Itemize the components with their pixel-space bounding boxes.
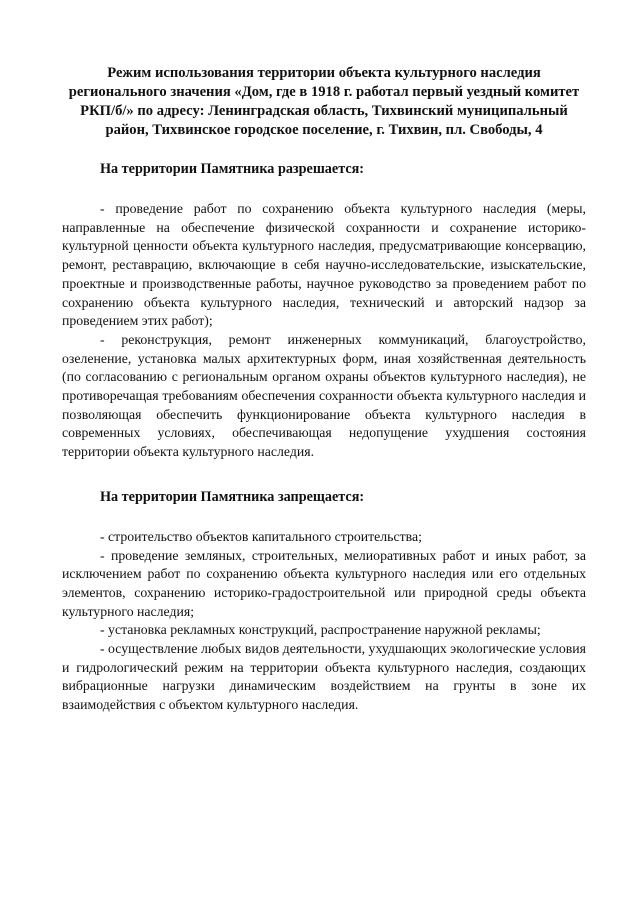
prohibited-item-harmful-activities: - осуществление любых видов деятельности, ухудшающих экологические условия и гидрологический режим на территории объекта культурного наследия, создающих вибрационные нагрузки динамическим воздействием на грунты в зоне их взаимодействия с объектом культурного наследия.	[62, 641, 586, 713]
section-spacer	[62, 462, 586, 488]
prohibited-section-heading: На территории Памятника запрещается:	[100, 488, 365, 505]
document-page	[62, 64, 586, 715]
document-title: Режим использования территории объекта культурного наследия регионального значения «Дом, где в 1918 г. работал первый уездный комитет РКП/б/» по адресу: Ленинградская область, Тихвинский муниципальный район, Тихвинское городское поселение, г. Тихвин, пл. Свободы, 4	[68, 65, 580, 138]
prohibited-item-capital-construction: - строительство объектов капитального строительства;	[100, 528, 422, 544]
prohibited-item-earth-works: - проведение земляных, строительных, мелиоративных работ и иных работ, за исключением работ по сохранению объекта культурного наследия или его отдельных элементов, сохранению историко-градостроительной или природной среды объекта культурного наследия;	[62, 547, 586, 619]
allowed-item-reconstruction: - реконструкция, ремонт инженерных коммуникаций, благоустройство, озеленение, установка малых архитектурных форм, иная хозяйственная деятельность (по согласованию с региональным органом охраны объектов культурного наследия), не противоречащая требованиям обеспечения сохранности объекта культурного наследия и позволяющая обеспечить функционирование объекта культурного наследия в современных условиях, обеспечивающая недопущение ухудшения состояния территории объекта культурного наследия.	[62, 331, 586, 460]
allowed-item-preservation-works: - проведение работ по сохранению объекта культурного наследия (меры, направленные на обеспечение физической сохранности и сохранение историко-культурной ценности объекта культурного наследия, предусматривающие консервацию, ремонт, реставрацию, включающие в себя научно-исследовательские, изыскательские, проектные и производственные работы, научное руководство за проведением работ по сохранению объекта культурного наследия, технический и авторский надзор за проведением этих работ);	[62, 201, 586, 329]
allowed-section-heading: На территории Памятника разрешается:	[100, 161, 365, 177]
prohibited-item-advertising: - установка рекламных конструкций, распространение наружной рекламы;	[100, 622, 541, 638]
